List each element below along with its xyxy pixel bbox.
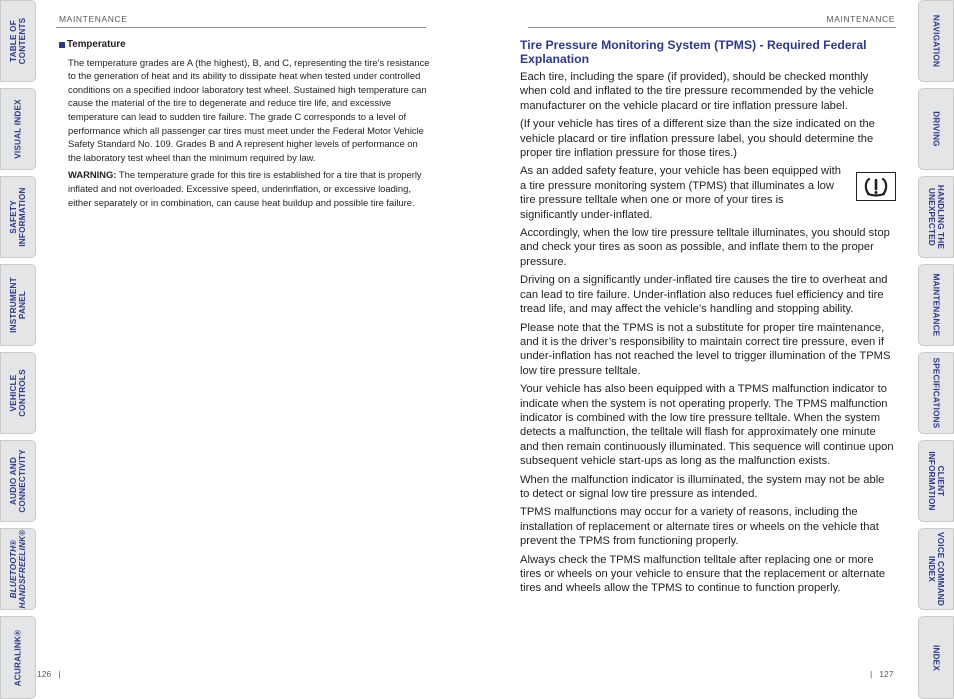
left-page-content <box>59 38 431 213</box>
page-number: 127 <box>879 669 894 679</box>
tab-label: VEHICLE CONTROLS <box>9 369 27 417</box>
tpms-feature-block <box>520 164 896 222</box>
tab-client-information[interactable] <box>918 440 954 522</box>
tab-maintenance[interactable] <box>918 264 954 346</box>
tab-vehicle-controls[interactable] <box>0 352 36 434</box>
tab-label: CLIENT INFORMATION <box>927 451 945 511</box>
tab-label: VOICE COMMAND INDEX <box>927 531 945 607</box>
page-number: 126 <box>37 669 52 679</box>
tab-visual-index[interactable] <box>0 88 36 170</box>
tab-index[interactable] <box>918 616 954 699</box>
paragraph: When the malfunction indicator is illuminated, the system may not be able to detect or signal low tire pressure as intended. <box>520 473 885 500</box>
warning-paragraph <box>68 168 431 209</box>
tab-label: MAINTENANCE <box>931 273 941 337</box>
right-tab-column <box>918 0 954 699</box>
tab-label: VISUAL INDEX <box>13 99 23 159</box>
left-header-rule <box>56 27 426 28</box>
right-page-header: MAINTENANCE <box>826 14 895 24</box>
tab-driving[interactable] <box>918 88 954 170</box>
tab-label: NAVIGATION <box>931 14 941 68</box>
tab-label: BLUETOOTH® HANDSFREELINK® <box>9 529 27 609</box>
tab-table-of-contents[interactable] <box>0 0 36 82</box>
temperature-body: The temperature grades are A (the highest), B, and C, representing the tire’s resistance to the generation of heat and its ability to dissipate heat when tested under controlled conditions on a specified indoor laboratory test wheel. Sustained high temperature can cause the material of the tire to degenerate and reduce tire life, and excessive temperature can lead to sudden tire failure. The grade C corresponds to a level of performance which all passenger car tires must meet under the Federal Motor Vehicle Safety Standard No. 109. Grades B and A represent higher levels of performance on the laboratory test wheel than the minimum required by law. <box>68 56 430 163</box>
tab-label: DRIVING <box>931 111 941 147</box>
right-page-footer: | 127 <box>870 669 894 679</box>
tab-navigation[interactable] <box>918 0 954 82</box>
tab-label: AUDIO AND CONNECTIVITY <box>9 449 27 513</box>
tab-label: HANDLING THE UNEXPECTED <box>927 184 945 250</box>
warning-label: WARNING: <box>68 169 117 181</box>
warning-text: The temperature grade for this tire is established for a tire that is properly inflated and not overloaded. Excessive speed, underinflation, or excessive loading, either separately or in combination, can cause heat buildup and possible tire failure. <box>68 169 422 208</box>
tab-bluetooth-handsfreelink[interactable] <box>0 528 36 610</box>
paragraph: Please note that the TPMS is not a substitute for proper tire maintenance, and it is the driver’s responsibility to maintain correct tire pressure, even if under-inflation has not reached the level to trigger illumination of the TPMS low tire pressure telltale. <box>520 321 891 377</box>
section-heading <box>59 38 431 52</box>
tab-label: INSTRUMENT PANEL <box>9 277 27 333</box>
tab-safety-information[interactable] <box>0 176 36 258</box>
left-page-header: MAINTENANCE <box>59 14 128 24</box>
right-header-rule <box>528 27 896 28</box>
paragraph: As an added safety feature, your vehicle has been equipped with a tire pressure monitoring system (TPMS) that illuminates a low tire pressure telltale when one or more of your tires is significantly under-inflated. <box>520 165 841 221</box>
left-page-footer: 126 | <box>37 669 61 679</box>
tab-label: SPECIFICATIONS <box>931 357 941 429</box>
paragraph: (If your vehicle has tires of a different size than the size indicated on the vehicle placard or tire inflation pressure label, you should determine the proper tire inflation pressure for those tires.) <box>520 118 875 160</box>
paragraph: Each tire, including the spare (if provided), should be checked monthly when cold and inflated to the tire pressure recommended by the vehicle manufacturer on the vehicle placard or tire inflation pressure label. <box>520 71 874 112</box>
section-bullet-icon <box>59 42 65 48</box>
paragraph: Accordingly, when the low tire pressure telltale illuminates, you should stop and check your tires as soon as possible, and inflate them to the proper pressure. <box>520 227 890 268</box>
tab-label: INDEX <box>931 644 941 671</box>
right-page-content <box>520 38 896 600</box>
tab-voice-command-index[interactable] <box>918 528 954 610</box>
section-title: Temperature <box>67 39 126 50</box>
tab-label: SAFETY INFORMATION <box>9 187 27 247</box>
tpms-telltale-icon <box>856 172 896 201</box>
tab-specifications[interactable] <box>918 352 954 434</box>
paragraph: Driving on a significantly under-inflated tire causes the tire to overheat and can lead to tire failure. Under-inflation also reduces fuel efficiency and tire tread life, and may affect the vehicle’s handling and stopping ability. <box>520 274 888 316</box>
paragraph: Always check the TPMS malfunction telltale after replacing one or more tires or wheels on your vehicle to ensure that the replacement or alternate tires and wheels allow the TPMS to continue to function properly. <box>520 553 886 595</box>
tab-audio-and-connectivity[interactable] <box>0 440 36 522</box>
tab-label: TABLE OF CONTENTS <box>9 17 27 65</box>
tab-handling-the-unexpected[interactable] <box>918 176 954 258</box>
tpms-title: Tire Pressure Monitoring System (TPMS) - Required Federal Explanation <box>520 38 867 66</box>
tab-instrument-panel[interactable] <box>0 264 36 346</box>
paragraph: Your vehicle has also been equipped with a TPMS malfunction indicator to indicate when the system is not operating properly. The TPMS malfunction indicator is combined with the low tire pressure telltale. When the system detects a malfunction, the telltale will flash for approximately one minute and then remain continuously illuminated. This sequence will continue upon subsequent vehicle start-ups as long as the malfunction exists. <box>520 383 894 468</box>
left-tab-column <box>0 0 36 699</box>
tab-label: ACURALINK® <box>13 629 23 686</box>
tab-acuralink[interactable] <box>0 616 36 699</box>
paragraph: TPMS malfunctions may occur for a variety of reasons, including the installation of replacement or alternate tires or wheels on the vehicle that prevent the TPMS from functioning properly. <box>520 506 879 548</box>
